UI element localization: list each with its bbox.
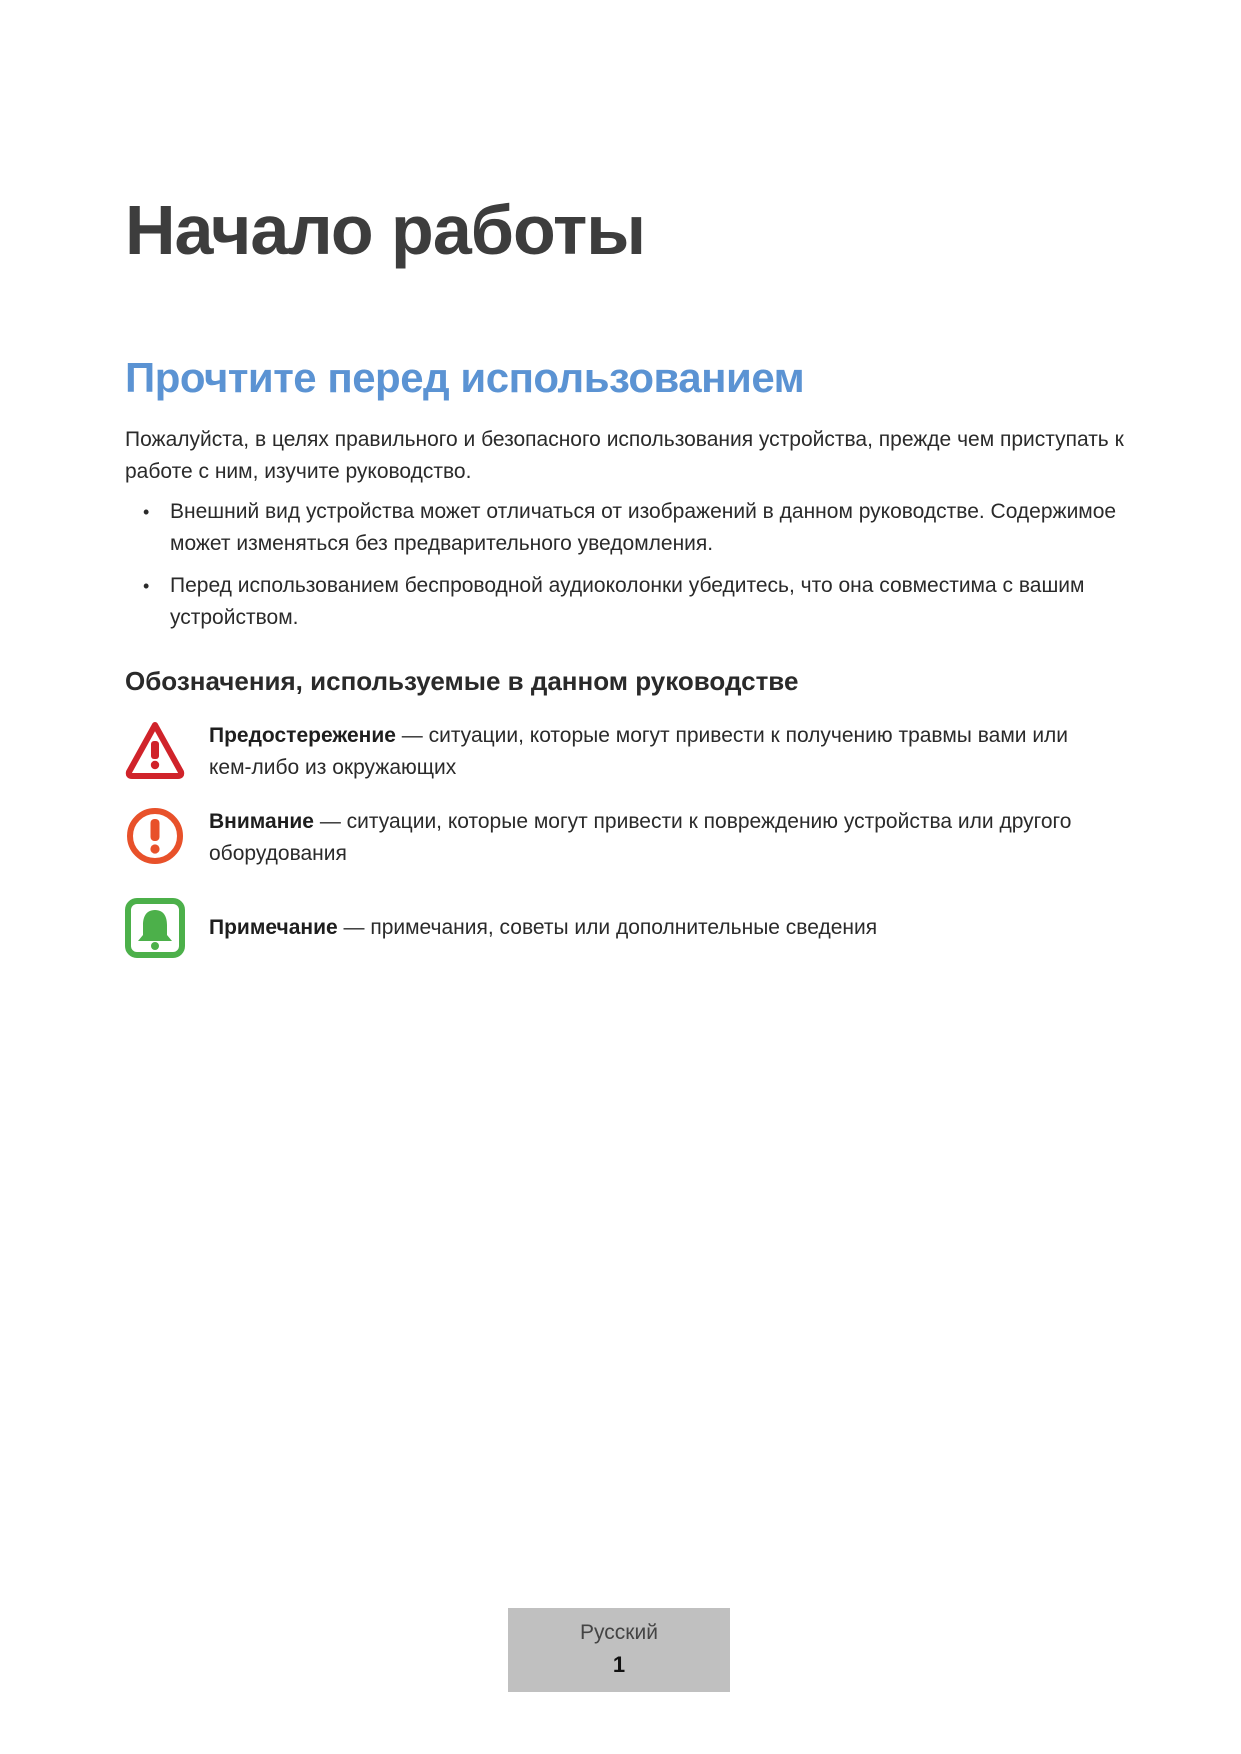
notice-term: Примечание [209,916,338,939]
notice-text [209,806,1109,870]
warning-triangle-icon [125,720,185,780]
symbols-heading: Обозначения, используемые в данном руководстве [125,666,799,696]
bullet-icon: • [143,576,150,596]
bullet-list [125,496,1125,644]
page-footer [508,1608,730,1692]
notice-term: Внимание [209,810,314,833]
notice-text [209,912,1109,944]
notice-term: Предостережение [209,724,396,747]
list-item [125,496,1125,560]
notice-text [209,720,1109,784]
page-number: 1 [612,1652,626,1677]
notice-description: — ситуации, которые могут привести к повреждению устройства или другого оборудования [209,810,1072,865]
intro-paragraph: Пожалуйста, в целях правильного и безопасного использования устройства, прежде чем приступать к работе с ним, изучите руководство. [125,428,1124,483]
bullet-text: Перед использованием беспроводной аудиоколонки убедитесь, что она совместима с вашим устройством. [170,574,1085,629]
page-title: Начало работы [125,191,646,269]
notice-description: — ситуации, которые могут привести к получению травмы вами или кем-либо из окружающих [209,724,1069,779]
list-item [125,570,1125,634]
notice-description: — примечания, советы или дополнительные сведения [337,916,878,939]
caution-circle-icon [125,806,185,866]
bullet-icon: • [143,502,150,522]
footer-language: Русский [580,1621,658,1644]
bullet-text: Внешний вид устройства может отличаться от изображений в данном руководстве. Содержимое может изменяться без предварительного уведомления. [170,500,1117,555]
note-bell-icon [125,898,185,958]
section-heading: Прочтите перед использованием [125,354,805,401]
